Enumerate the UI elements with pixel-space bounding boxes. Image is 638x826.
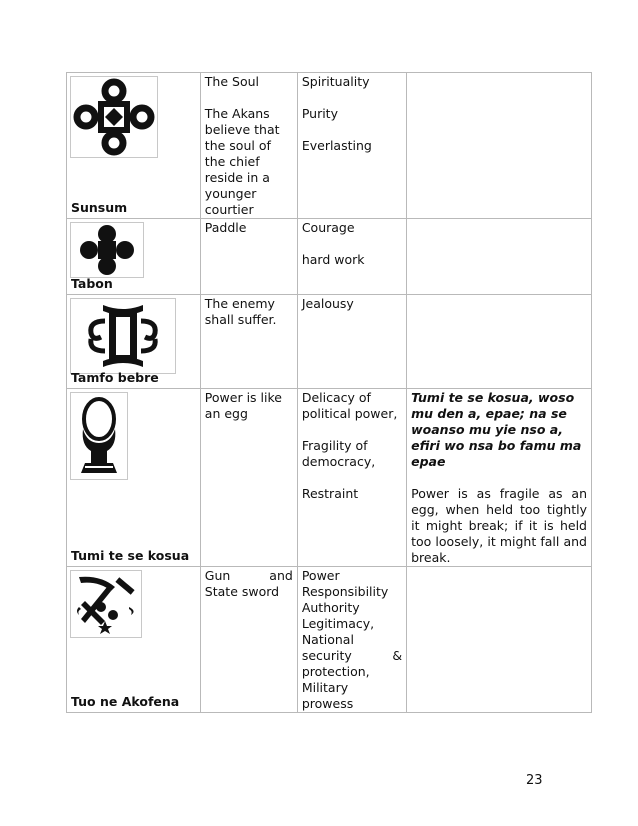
tabon-paddle-symbol-icon [70, 222, 144, 278]
page-number: 23 [526, 773, 543, 788]
values-cell [297, 567, 406, 713]
table-row [67, 389, 592, 567]
proverb-cell [407, 73, 592, 219]
table-row [67, 567, 592, 713]
values-cell [297, 295, 406, 389]
proverb-cell [407, 389, 592, 567]
value-text: Jealousy [301, 296, 354, 311]
meaning-text: The enemy shall suffer. [204, 296, 277, 327]
values-cell [297, 73, 406, 219]
table-row [67, 73, 592, 219]
value-text: Purity [301, 106, 338, 121]
symbol-name: Tamfo bebre [71, 370, 159, 385]
meaning-text: The Soul [204, 74, 259, 89]
proverb-cell [407, 295, 592, 389]
meaning-text: Paddle [204, 220, 247, 235]
value-text: Restraint [301, 486, 359, 501]
meaning-text: The Akans believe that the soul of the chief reside in a younger courtier [204, 106, 280, 217]
symbol-name: Tabon [71, 276, 113, 291]
symbol-cell [67, 295, 201, 389]
value-text: Everlasting [301, 138, 372, 153]
values-cell [297, 389, 406, 567]
symbol-name: Tuo ne Akofena [71, 694, 180, 709]
tamfo-bebre-symbol-icon [70, 298, 176, 374]
meaning-text: Power is like an egg [204, 390, 282, 421]
value-text: Courage [301, 220, 355, 235]
symbol-cell [67, 567, 201, 713]
value-text: Spirituality [301, 74, 370, 89]
proverb-text: Tumi te se kosua, woso mu den a, epae; na se woanso mu yie nso a, efiri wo nsa bo famu ma epae [411, 390, 582, 469]
symbol-cell [67, 73, 201, 219]
meaning-cell [200, 567, 297, 713]
gun-and-sword-symbol-icon [70, 570, 142, 638]
value-text: Power Responsibility Authority Legitimacy, National security & protection, Military prowess [301, 568, 403, 711]
table-row [67, 295, 592, 389]
meaning-cell [200, 219, 297, 295]
explanation-text: Power is as fragile as an egg, when held too tightly it might break; if it is held too loosely, it might fall and break. [411, 486, 587, 565]
symbol-name: Sunsum [71, 200, 128, 215]
value-text: Fragility of democracy, [301, 438, 376, 469]
table-row [67, 219, 592, 295]
value-text: hard work [301, 252, 365, 267]
meaning-text: Gun and State sword [204, 568, 293, 599]
meaning-cell [200, 389, 297, 567]
symbol-cell [67, 389, 201, 567]
values-cell [297, 219, 406, 295]
adinkra-symbols-table [66, 72, 592, 713]
egg-in-hand-symbol-icon [70, 392, 128, 480]
meaning-cell [200, 73, 297, 219]
symbol-cell [67, 219, 201, 295]
proverb-cell [407, 219, 592, 295]
proverb-cell [407, 567, 592, 713]
meaning-cell [200, 295, 297, 389]
value-text: Delicacy of political power, [301, 390, 398, 421]
symbol-name: Tumi te se kosua [71, 548, 190, 563]
sunsum-symbol-icon [70, 76, 158, 158]
